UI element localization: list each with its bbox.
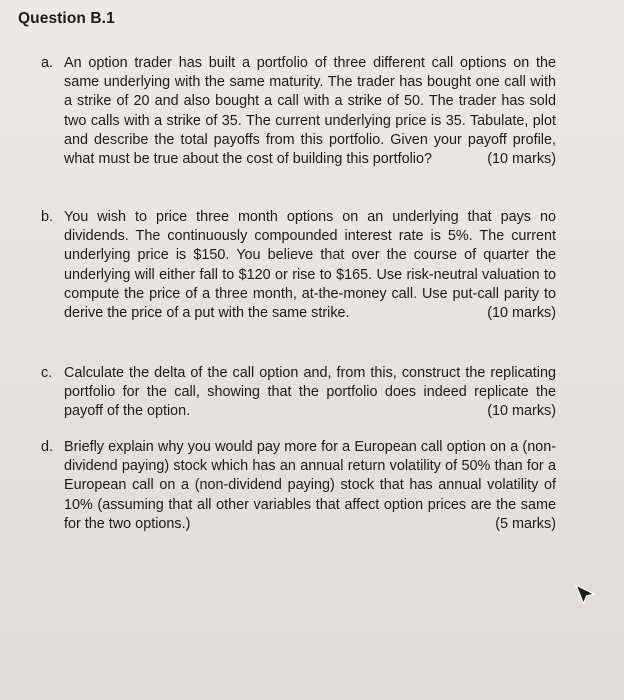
question-letter: c. bbox=[41, 365, 53, 381]
question-letter: d. bbox=[41, 439, 54, 455]
question-body: An option trader has built a portfolio of three different call options on the same underlying with the same maturity. The trader has bought one call with a strike of 20 and also bought a call with a strike of 50. The trader has sold two calls with a strike of 35. The current underlying price is 35. Tabulate, plot and describe the total payoffs from this portfolio. Given your payoff profile, what must be true about the cost of building this portfolio? bbox=[64, 55, 556, 168]
question-part-b bbox=[41, 208, 556, 323]
mouse-pointer-icon bbox=[573, 583, 597, 607]
marks-label: (10 marks) bbox=[487, 403, 556, 420]
question-part-d bbox=[41, 438, 556, 534]
marks-label: (5 marks) bbox=[495, 515, 556, 532]
question-text bbox=[64, 438, 556, 534]
question-text bbox=[64, 54, 556, 169]
question-part-c bbox=[41, 364, 556, 422]
question-text bbox=[64, 364, 556, 422]
marks-label: (10 marks) bbox=[487, 151, 556, 168]
question-part-a bbox=[41, 54, 556, 169]
question-heading: Question B.1 bbox=[18, 10, 115, 27]
question-text bbox=[64, 208, 556, 323]
question-letter: b. bbox=[41, 209, 54, 225]
question-body: Calculate the delta of the call option and, from this, construct the replicating portfolio for the call, showing that the portfolio does indeed replicate the payoff of the option. bbox=[64, 365, 556, 420]
question-body: You wish to price three month options on an underlying that pays no dividends. The continuously compounded interest rate is 5%. The current underlying price is $150. You believe that over the course of quarter the underlying will either fall to $120 or rise to $165. Use risk-neutral valuation to compute the price of a three month, at-the-money call. Use put-call parity to derive the price of a put with the same strike. bbox=[64, 209, 556, 322]
marks-label: (10 marks) bbox=[487, 305, 556, 322]
question-body: Briefly explain why you would pay more for a European call option on a (non-dividend paying) stock which has an annual return volatility of 50% than for a European call on a (non-dividend paying) stock that has annual volatility of 10% (assuming that all other variables that affect option prices are the same for the two options.) bbox=[64, 439, 556, 532]
question-letter: a. bbox=[41, 55, 54, 71]
